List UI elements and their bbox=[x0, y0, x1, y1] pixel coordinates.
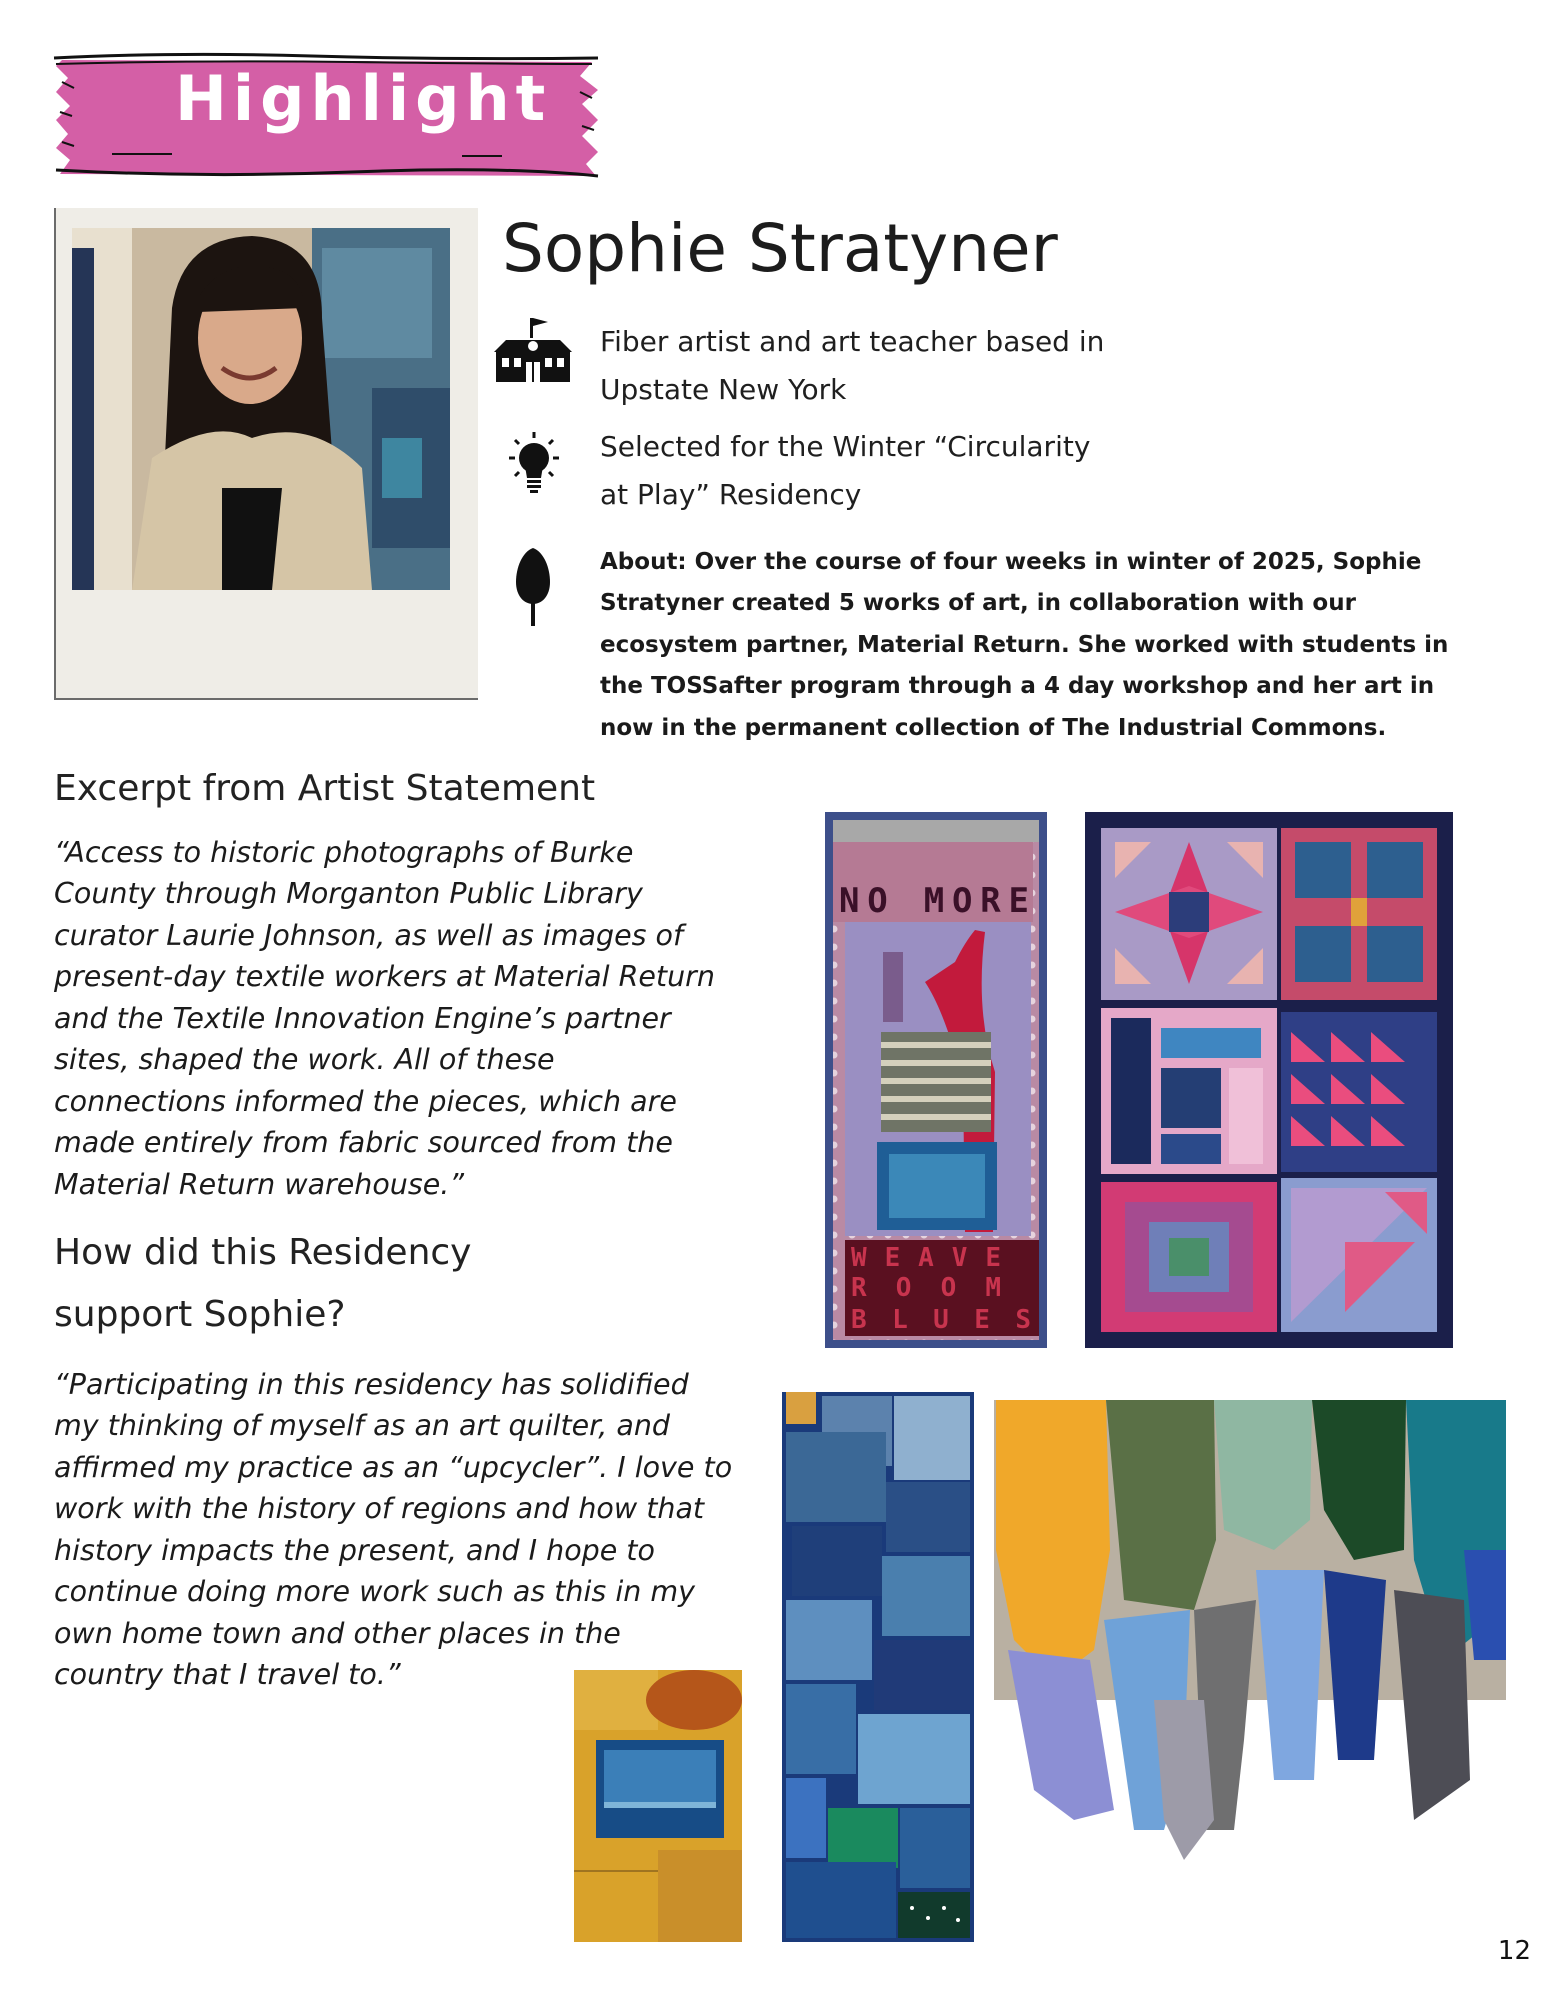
statement-heading: Excerpt from Artist Statement bbox=[54, 768, 596, 809]
selection-line-1: Selected for the Winter “Circularity bbox=[600, 430, 1091, 463]
support-heading-line-2: support Sophie? bbox=[54, 1294, 346, 1335]
page-number: 12 bbox=[1497, 1936, 1531, 1966]
selection-line-2: at Play” Residency bbox=[600, 478, 862, 511]
role-line-1: Fiber artist and art teacher based in bbox=[600, 325, 1105, 358]
support-line: “Participating in this residency has solidified bbox=[54, 1368, 689, 1401]
support-line: my thinking of myself as an art quilter, and bbox=[54, 1409, 671, 1442]
quilt-weave-room-blues bbox=[825, 812, 1047, 1348]
support-heading-line-1: How did this Residency bbox=[54, 1232, 472, 1273]
statement-line: connections informed the pieces, which are bbox=[54, 1085, 677, 1118]
about-line-1: About: Over the course of four weeks in winter of 2025, Sophie bbox=[600, 549, 1422, 575]
lightbulb-icon bbox=[505, 432, 563, 498]
statement-line: and the Textile Innovation Engine’s partner bbox=[54, 1002, 671, 1035]
artist-name: Sophie Stratyner bbox=[502, 210, 1058, 287]
quilt-sampler-blocks bbox=[1085, 812, 1453, 1348]
quilt-cyanotype-tall bbox=[782, 1392, 974, 1942]
quilt-top-text: NO MORE bbox=[839, 881, 1029, 921]
about-line-5: now in the permanent collection of The Industrial Commons. bbox=[600, 715, 1387, 741]
statement-line: County through Morganton Public Library bbox=[54, 877, 643, 910]
support-line: continue doing more work such as this in my bbox=[54, 1575, 695, 1608]
banner-title: Highlight bbox=[175, 62, 552, 135]
support-line: country that I travel to.” bbox=[54, 1658, 401, 1691]
quilt-bottom-text: ROOM bbox=[851, 1273, 1001, 1303]
about-line-2: Stratyner created 5 works of art, in collaboration with our bbox=[600, 590, 1356, 616]
statement-line: sites, shaped the work. All of these bbox=[54, 1043, 555, 1076]
school-icon bbox=[492, 318, 574, 382]
statement-line: made entirely from fabric sourced from the bbox=[54, 1126, 673, 1159]
quilt-hanging-garments bbox=[994, 1400, 1506, 1910]
quilt-bottom-text: BLUES bbox=[851, 1305, 1031, 1335]
support-line: history impacts the present, and I hope to bbox=[54, 1534, 655, 1567]
tree-icon bbox=[514, 548, 552, 626]
support-line: own home town and other places in the bbox=[54, 1617, 621, 1650]
statement-line: curator Laurie Johnson, as well as images of bbox=[54, 919, 684, 952]
quilt-bottom-text: WEAVE bbox=[851, 1243, 1001, 1273]
statement-line: Material Return warehouse.” bbox=[54, 1168, 465, 1201]
portrait-photo bbox=[72, 228, 450, 590]
statement-line: “Access to historic photographs of Burke bbox=[54, 836, 634, 869]
support-line: work with the history of regions and how that bbox=[54, 1492, 705, 1525]
support-line: affirmed my practice as an “upcycler”. I love to bbox=[54, 1451, 733, 1484]
quilt-yellow-small bbox=[574, 1670, 742, 1942]
about-line-4: the TOSSafter program through a 4 day workshop and her art in bbox=[600, 673, 1435, 699]
about-line-3: ecosystem partner, Material Return. She worked with students in bbox=[600, 632, 1449, 658]
statement-line: present-day textile workers at Material Return bbox=[54, 960, 715, 993]
role-line-2: Upstate New York bbox=[600, 373, 847, 406]
